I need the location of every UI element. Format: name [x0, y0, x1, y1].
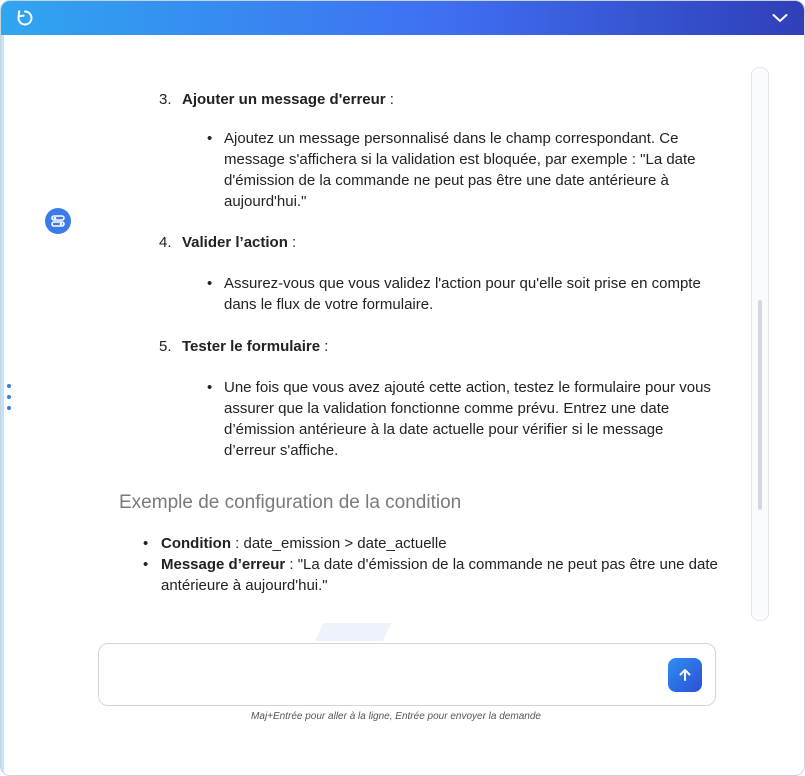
side-edge	[1, 35, 4, 775]
step-4	[119, 232, 719, 253]
step-number: 3.	[159, 91, 172, 108]
collapse-button[interactable]	[768, 6, 792, 30]
step-number: 4.	[159, 234, 172, 251]
message-content	[119, 79, 719, 596]
background-decoration	[315, 623, 391, 641]
scrollbar[interactable]	[751, 67, 769, 621]
item-label: Condition	[161, 535, 231, 552]
step-5	[119, 336, 719, 357]
bullet-text: Ajoutez un message personnalisé dans le champ correspondant. Ce message s'affichera si la validation est bloquée, par exemple : "La date d'émission de la commande ne peut pas être une date antérieure à aujourd'hui."	[224, 130, 696, 210]
example-heading: Exemple de configuration de la condition	[119, 492, 462, 513]
refresh-button[interactable]	[13, 6, 37, 30]
step-suffix: :	[385, 91, 394, 108]
step-title: Ajouter un message d'erreur	[182, 91, 386, 108]
step-suffix: :	[287, 234, 297, 251]
list-item	[119, 377, 719, 461]
chat-header	[1, 1, 804, 35]
step-number: 5.	[159, 338, 172, 355]
composer-hint: Maj+Entrée pour aller à la ligne, Entrée pour envoyer la demande	[251, 711, 541, 722]
arrow-up-icon	[677, 667, 693, 683]
sliders-icon	[50, 213, 66, 229]
bullet-text: Assurez-vous que vous validez l'action pour qu'elle soit prise en compte dans le flux de votre formulaire.	[224, 275, 701, 313]
bullet-dot: •	[143, 535, 149, 552]
item-text: : date_emission > date_actuelle	[230, 535, 447, 552]
list-item	[119, 128, 719, 212]
step-3	[119, 89, 719, 110]
chevron-down-icon	[771, 9, 789, 27]
bullet-dot: •	[207, 379, 213, 396]
message-input[interactable]	[113, 662, 657, 688]
step-suffix: :	[320, 338, 329, 355]
send-button[interactable]	[668, 658, 702, 692]
list-item	[119, 273, 719, 315]
bullet-dot: •	[143, 556, 149, 573]
item-label: Message d’erreur	[161, 556, 286, 573]
list-item	[119, 554, 719, 596]
scrollbar-thumb[interactable]	[758, 300, 762, 510]
refresh-icon	[16, 9, 34, 27]
list-item	[119, 533, 719, 554]
message-composer[interactable]	[98, 643, 716, 706]
bullet-text: Une fois que vous avez ajouté cette action, testez le formulaire pour vous assurer que la validation fonctionne comme prévu. Entrez une date d’émission antérieure à la date actuelle pour vérifier si le message d’erreur s'affiche.	[224, 379, 711, 459]
bullet-dot: •	[207, 130, 213, 147]
step-title: Valider l’action	[182, 234, 288, 251]
step-title: Tester le formulaire	[182, 338, 321, 355]
settings-toggle-button[interactable]	[45, 208, 71, 234]
item-text: : "La date d'émission de la commande ne peut pas être une date antérieure à aujourd'hui."	[161, 556, 718, 594]
bullet-dot: •	[207, 275, 213, 292]
more-options-icon[interactable]	[5, 384, 13, 410]
